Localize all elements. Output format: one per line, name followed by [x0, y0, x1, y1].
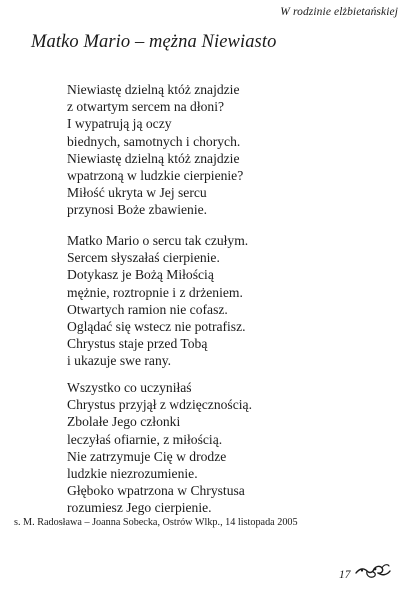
poem-line: Matko Mario o sercu tak czułym.: [67, 233, 249, 248]
poem-line: Chrystus przyjął z wdzięcznością.: [67, 397, 252, 413]
poem-line: Sercem słyszałaś cierpienie.: [67, 250, 220, 266]
poem-line: Otwartych ramion nie cofasz.: [67, 301, 228, 317]
poem-line: Dotykasz je Bożą Miłością: [67, 267, 214, 283]
poem-line: Niewiastę dzielną któż znajdzie: [67, 82, 240, 97]
poem-line: Głęboko wpatrzona w Chrystusa: [67, 483, 245, 499]
stanza-1: [67, 81, 243, 219]
poem-line: leczyłaś ofiarnie, z miłością.: [67, 431, 223, 447]
poem-line: Niewiastę dzielną któż znajdzie: [67, 150, 240, 166]
poem-line: przynosi Boże zbawienie.: [67, 202, 208, 218]
poem-line: biednych, samotnych i chorych.: [67, 133, 241, 149]
poem-line: Miłość ukryta w Jej sercu: [67, 185, 207, 201]
poem-line: wpatrzoną w ludzkie cierpienie?: [67, 168, 244, 184]
stanza-3: [67, 379, 252, 517]
poem-line: i ukazuje swe rany.: [67, 353, 172, 369]
poem-line: Chrystus staje przed Tobą: [67, 336, 208, 352]
poem-title: Matko Mario – mężna Niewiasto: [31, 32, 277, 52]
poem-line: Wszystko co uczyniłaś: [67, 380, 192, 395]
poem-line: rozumiesz Jego cierpienie.: [67, 500, 212, 516]
page-number: 17: [339, 569, 351, 581]
poem-line: ludzkie niezrozumienie.: [67, 466, 198, 482]
stanza-2: [67, 232, 248, 370]
poem-line: Zbolałe Jego członki: [67, 414, 181, 430]
running-header: W rodzinie elżbietańskiej: [280, 6, 398, 18]
poem-line: z otwartym sercem na dłoni?: [67, 99, 225, 115]
poem-line: Oglądać się wstecz nie potrafisz.: [67, 319, 246, 335]
poem-line: I wypatrują ją oczy: [67, 116, 172, 132]
poem-line: Nie zatrzymuje Cię w drodze: [67, 448, 227, 464]
poem-line: mężnie, roztropnie i z drżeniem.: [67, 284, 243, 300]
author-credit: s. M. Radosława – Joanna Sobecka, Ostrów Wlkp., 14 listopada 2005: [14, 517, 298, 528]
floral-ornament-icon: [354, 562, 392, 580]
